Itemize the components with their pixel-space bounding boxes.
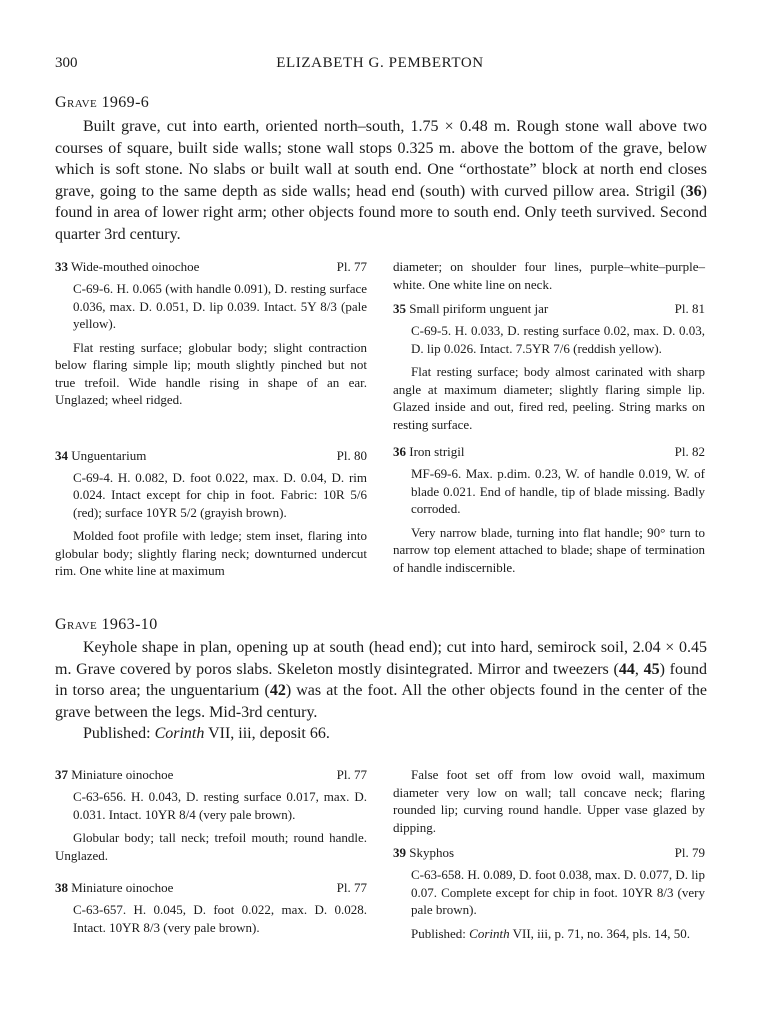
entry-number: 39 [393,845,406,860]
grave-1963-10-publication: Published: Corinth VII, iii, deposit 66. [83,725,330,742]
entry-reference: 42 [269,682,286,699]
plate-reference: Pl. 80 [336,447,367,463]
entry-34-continuation: diameter; on shoulder four lines, purple–white–purple–white. One white line on neck. [393,259,705,292]
entry-header [55,879,367,897]
publication-title: Corinth [469,925,510,941]
entry-title: Iron strigil [406,444,465,459]
catalog-data: MF-69-6. Max. p.dim. 0.23, W. of handle 0.019, W. of blade 0.021. End of handle, tip of blade missing. Badly corroded. [411,466,705,516]
grave-1969-6-description: Built grave, cut into earth, oriented north–south, 1.75 × 0.48 m. Rough stone wall above two courses of square, built side walls; stone wall stops 0.325 m. above the bottom of the grave, below which is soft stone. No slabs or built wall at south end. One “orthostate” block at north end closes grave, going to the same depth as side walls; head end (south) with curved pillow area. Strigil (36) found in area of lower right arm; other objects found more to south end. Only teeth survived. Second quarter 3rd century. [55,118,707,243]
catalog-entry-36 [393,443,705,576]
plate-reference: Pl. 79 [674,845,705,860]
entry-number: 36 [393,444,406,459]
entry-header [393,844,705,862]
entry-title: Skyphos [406,845,455,860]
catalog-data: C-63-658. H. 0.089, D. foot 0.038, max. D. 0.077, D. lip 0.07. Complete except for chip in foot. 10YR 8/3 (very pale brown). [411,867,705,917]
entry-title: Small piriform unguent jar [406,301,549,316]
catalog-entry-39 [393,844,705,942]
grave-1969-6-heading: Grave 1969-6 [55,94,150,111]
plate-reference: Pl. 81 [674,301,705,316]
catalog-entry-33 [55,258,367,409]
entry-description: Flat resting surface; globular body; slight contraction below flaring simple lip; mouth slightly pinched but not true trefoil. Wide handle rising in shape of an ear. Unglazed; wheel ridged. [55,339,367,407]
entry-number: 34 [55,447,68,463]
grave-1963-10-description: Keyhole shape in plan, opening up at south (head end); cut into hard, semirock soil, 2.04 × 0.45 m. Grave covered by poros slabs. Skeleton mostly disintegrated. Mirror and tweezers (44, 45) found in torso area; the unguentarium (42) was at the foot. All the other objects found in the center of the grave between the legs. Mid-3rd century. [55,639,708,721]
entry-header [55,766,367,784]
catalog-entry-34 [55,447,367,580]
catalog-column-right [393,258,705,576]
catalog-data: C-69-6. H. 0.065 (with handle 0.091), D. resting surface 0.036, max. D. 0.051, D. lip 0.039. Intact. 5Y 8/3 (pale yellow). [73,281,367,331]
entry-title: Wide-mouthed oinochoe [68,259,200,274]
entry-header [55,258,367,276]
entry-description: Molded foot profile with ledge; stem inset, flaring into globular body; slightly flaring neck; downturned undercut rim. One white line at maximum [55,528,367,578]
entry-title: Miniature oinochoe [68,880,174,895]
entry-header [55,447,367,465]
page-number: 300 [55,55,78,71]
entry-number: 37 [55,767,68,782]
entry-38-continuation: False foot set off from low ovoid wall, maximum diameter very low on wall; tall concave neck; flaring rounded lip; curving round handle. Upper vase glazed by dipping. [393,767,705,835]
entry-title: Miniature oinochoe [68,767,174,782]
entry-reference: 44 [618,660,635,678]
entry-number: 33 [55,259,68,274]
entry-description: Very narrow blade, turning into flat handle; 90° turn to narrow top element attached to blade; shape of termination of handle indiscernible. [393,524,705,575]
catalog-entry-37 [55,766,367,864]
catalog-column-left-2 [55,766,367,942]
entry-header [393,300,705,318]
entry-header [393,443,705,461]
publication-title: Corinth [154,725,205,742]
entry-title: Unguentarium [68,447,147,463]
catalog-data: C-63-657. H. 0.045, D. foot 0.022, max. D. 0.028. Intact. 10YR 8/3 (very pale brown). [73,902,367,935]
catalog-data: C-63-656. H. 0.043, D. resting surface 0.017, max. D. 0.031. Intact. 10YR 8/4 (very pale brown). [73,789,367,822]
catalog-entry-35 [393,300,705,433]
plate-reference: Pl. 77 [336,259,367,274]
catalog-column-right-2 [393,766,705,948]
running-head [55,55,705,77]
catalog-data: C-69-5. H. 0.033, D. resting surface 0.02, max. D. 0.03, D. lip 0.026. Intact. 7.5YR 7/6 (reddish yellow). [411,323,705,356]
plate-reference: Pl. 77 [336,880,367,895]
catalog-column-left [55,258,367,580]
entry-publication: Published: Corinth VII, iii, p. 71, no. 364, pls. 14, 50. [411,925,690,941]
entry-description: Flat resting surface; body almost carinated with sharp angle at maximum diameter; slightly flaring simple lip. Glazed inside and out, fired red, peeling. String marks on resting surface. [393,364,705,432]
plate-reference: Pl. 82 [674,444,705,459]
running-head-author: ELIZABETH G. PEMBERTON [276,55,484,71]
plate-reference: Pl. 77 [336,767,367,782]
entry-description: Globular body; tall neck; trefoil mouth; round handle. Unglazed. [55,830,367,863]
entry-number: 38 [55,880,68,895]
entry-reference: 36 [685,182,702,200]
entry-number: 35 [393,301,406,316]
catalog-entry-38 [55,879,367,936]
grave-1963-10-heading: Grave 1963-10 [55,616,158,633]
catalog-data: C-69-4. H. 0.082, D. foot 0.022, max. D. 0.04, D. rim 0.024. Intact except for chip in foot. Fabric: 10R 5/6 (red); surface 10YR 5/2 (grayish brown). [73,469,367,520]
entry-reference: 45 [643,660,660,678]
